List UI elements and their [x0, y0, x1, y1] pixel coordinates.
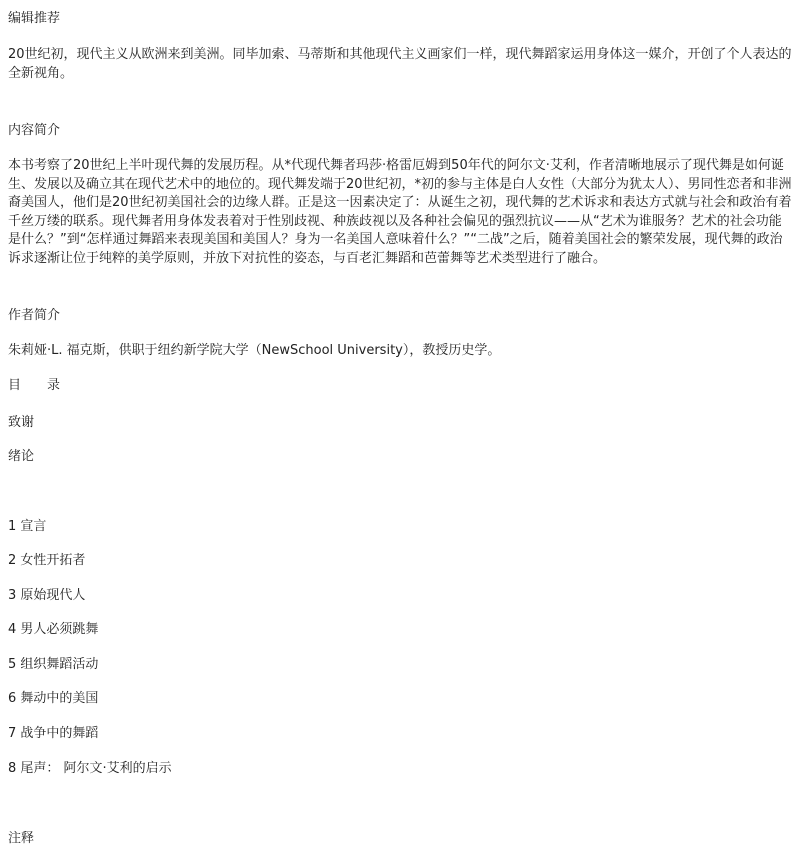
toc-item-notes: 注释 — [8, 831, 35, 846]
toc-chapter-2: 2 女性开拓者 — [8, 553, 86, 568]
toc-item-acknowledgements: 致谢 — [8, 415, 35, 430]
toc-item-introduction: 绪论 — [8, 449, 35, 464]
content-summary-heading: 内容简介 — [8, 123, 61, 138]
toc-chapter-4: 4 男人必须跳舞 — [8, 622, 99, 637]
toc-chapter-6: 6 舞动中的美国 — [8, 691, 99, 706]
toc-chapter-1: 1 宣言 — [8, 519, 47, 534]
toc-chapter-8: 8 尾声： 阿尔文·艾利的启示 — [8, 761, 172, 776]
toc-chapter-7: 7 战争中的舞蹈 — [8, 726, 99, 741]
author-intro-text: 朱莉娅·L. 福克斯，供职于纽约新学院大学（NewSchool University），教授历史学。 — [8, 343, 501, 358]
toc-title-left: 目 — [8, 378, 22, 393]
toc-chapter-5: 5 组织舞蹈活动 — [8, 657, 99, 672]
content-summary-text: 本书考察了20世纪上半叶现代舞的发展历程。从*代现代舞者玛莎·格雷厄姆到50年代的阿尔文·艾利，作者清晰地展示了现代舞是如何诞生、发展以及确立其在现代艺术中的地位的。现代舞发端于20世纪初，*初的参与主体是白人女性（大部分为犹太人）、男同性恋者和非洲裔美国人，他们是20世纪初美国社会的边缘人群。正是这一因素决定了：从诞生之初，现代舞的艺术诉求和表达方式就与社会和政治有着千丝万缕的联系。现代舞者用身体发表着对于性别歧视、种族歧视以及各种社会偏见的强烈抗议——从“艺术为谁服务？艺术的社会功能是什么？”到“怎样通过舞蹈来表现美国和美国人？身为一名美国人意味着什么？”“二战”之后，随着美国社会的繁荣发展，现代舞的政治诉求逐渐让位于纯粹的美学原则，并放下对抗性的姿态，与百老汇舞蹈和芭蕾舞等艺术类型进行了融合。 — [8, 158, 792, 266]
table-of-contents-heading — [8, 377, 60, 395]
editor-recommendation-text: 20世纪初，现代主义从欧洲来到美洲。同毕加索、马蒂斯和其他现代主义画家们一样，现代舞蹈家运用身体这一媒介，开创了个人表达的全新视角。 — [8, 47, 792, 81]
toc-chapter-3: 3 原始现代人 — [8, 588, 86, 603]
author-intro-heading: 作者简介 — [8, 308, 61, 323]
editor-recommendation-heading: 编辑推荐 — [8, 11, 61, 26]
toc-title-right: 录 — [47, 378, 61, 393]
